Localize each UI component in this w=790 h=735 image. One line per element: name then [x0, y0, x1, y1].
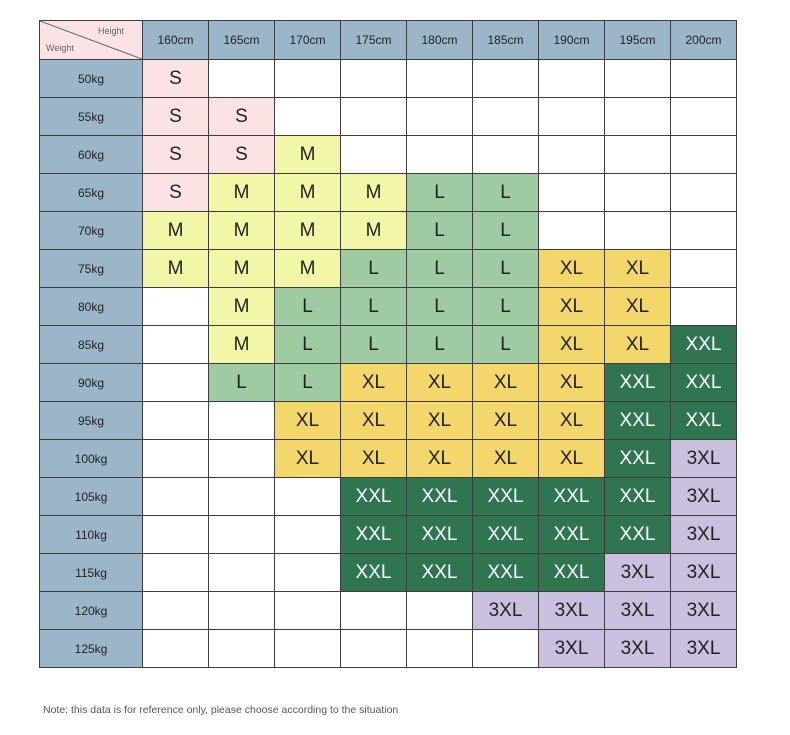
size-cell: XXL [341, 516, 407, 554]
empty-cell [671, 212, 737, 250]
empty-cell [539, 174, 605, 212]
empty-cell [473, 60, 539, 98]
size-cell: XL [341, 364, 407, 402]
size-cell: XXL [473, 516, 539, 554]
empty-cell [539, 60, 605, 98]
size-cell: 3XL [671, 630, 737, 668]
empty-cell [407, 98, 473, 136]
empty-cell [209, 402, 275, 440]
height-header-cell: 190cm [539, 21, 605, 60]
size-cell: M [209, 174, 275, 212]
size-cell: 3XL [671, 440, 737, 478]
size-cell: XXL [407, 516, 473, 554]
size-cell: XL [539, 402, 605, 440]
size-cell: XXL [605, 478, 671, 516]
empty-cell [143, 326, 209, 364]
size-cell: L [275, 326, 341, 364]
size-cell: L [407, 174, 473, 212]
size-cell: L [473, 250, 539, 288]
height-header-cell: 170cm [275, 21, 341, 60]
empty-cell [407, 592, 473, 630]
size-cell: S [143, 98, 209, 136]
size-cell: L [407, 288, 473, 326]
size-cell: XL [473, 364, 539, 402]
height-header-cell: 195cm [605, 21, 671, 60]
size-cell: M [275, 174, 341, 212]
empty-cell [473, 630, 539, 668]
size-cell: XXL [671, 402, 737, 440]
empty-cell [539, 212, 605, 250]
size-cell: XL [341, 440, 407, 478]
size-cell: L [341, 250, 407, 288]
weight-label-cell: 75kg [40, 250, 143, 288]
size-cell: 3XL [671, 478, 737, 516]
weight-label-cell: 80kg [40, 288, 143, 326]
size-cell: 3XL [671, 592, 737, 630]
size-cell: M [209, 212, 275, 250]
size-cell: XL [407, 440, 473, 478]
size-cell: L [341, 288, 407, 326]
size-cell: L [341, 326, 407, 364]
size-cell: 3XL [539, 592, 605, 630]
weight-label-cell: 100kg [40, 440, 143, 478]
height-header-cell: 185cm [473, 21, 539, 60]
size-cell: L [407, 326, 473, 364]
size-cell: S [209, 136, 275, 174]
size-cell: S [209, 98, 275, 136]
empty-cell [407, 136, 473, 174]
empty-cell [407, 60, 473, 98]
table-row [40, 402, 737, 440]
height-header-cell: 200cm [671, 21, 737, 60]
size-cell: L [473, 288, 539, 326]
size-cell: S [143, 174, 209, 212]
size-cell: XL [539, 440, 605, 478]
table-row [40, 136, 737, 174]
size-cell: 3XL [671, 516, 737, 554]
footnote: Note: this data is for reference only, please choose according to the situation [43, 704, 399, 716]
table-row [40, 98, 737, 136]
size-cell: XXL [407, 478, 473, 516]
empty-cell [341, 136, 407, 174]
size-cell: 3XL [605, 592, 671, 630]
height-header-cell: 165cm [209, 21, 275, 60]
empty-cell [671, 174, 737, 212]
empty-cell [143, 402, 209, 440]
empty-cell [671, 60, 737, 98]
size-cell: 3XL [539, 630, 605, 668]
size-cell: L [473, 212, 539, 250]
empty-cell [209, 554, 275, 592]
table-row [40, 174, 737, 212]
empty-cell [275, 630, 341, 668]
size-cell: S [143, 60, 209, 98]
empty-cell [209, 592, 275, 630]
size-cell: M [143, 250, 209, 288]
empty-cell [275, 60, 341, 98]
empty-cell [407, 630, 473, 668]
weight-label-cell: 90kg [40, 364, 143, 402]
empty-cell [275, 98, 341, 136]
height-header-cell: 180cm [407, 21, 473, 60]
weight-label-cell: 85kg [40, 326, 143, 364]
weight-label-cell: 105kg [40, 478, 143, 516]
size-cell: XXL [341, 478, 407, 516]
size-cell: M [275, 212, 341, 250]
size-cell: XXL [539, 516, 605, 554]
size-cell: 3XL [473, 592, 539, 630]
table-row [40, 364, 737, 402]
size-cell: XXL [539, 478, 605, 516]
empty-cell [671, 136, 737, 174]
size-cell: M [209, 326, 275, 364]
size-cell: M [341, 212, 407, 250]
table-row [40, 592, 737, 630]
empty-cell [671, 250, 737, 288]
empty-cell [605, 212, 671, 250]
empty-cell [143, 478, 209, 516]
empty-cell [473, 98, 539, 136]
size-cell: XL [275, 402, 341, 440]
corner-weight-label: Weight [46, 43, 74, 53]
height-header-row [40, 21, 737, 60]
size-cell: XL [605, 250, 671, 288]
size-cell: XXL [605, 516, 671, 554]
empty-cell [143, 288, 209, 326]
weight-label-cell: 115kg [40, 554, 143, 592]
size-cell: XL [341, 402, 407, 440]
empty-cell [671, 288, 737, 326]
empty-cell [605, 174, 671, 212]
size-cell: L [407, 212, 473, 250]
size-cell: L [275, 288, 341, 326]
empty-cell [209, 478, 275, 516]
size-cell: L [473, 326, 539, 364]
empty-cell [539, 98, 605, 136]
table-row [40, 250, 737, 288]
table-row [40, 212, 737, 250]
empty-cell [539, 136, 605, 174]
empty-cell [605, 60, 671, 98]
empty-cell [671, 98, 737, 136]
size-cell: L [209, 364, 275, 402]
size-cell: L [407, 250, 473, 288]
empty-cell [143, 364, 209, 402]
empty-cell [143, 630, 209, 668]
size-cell: XL [605, 288, 671, 326]
size-cell: XL [539, 288, 605, 326]
empty-cell [605, 98, 671, 136]
empty-cell [341, 592, 407, 630]
size-cell: XL [473, 440, 539, 478]
weight-label-cell: 120kg [40, 592, 143, 630]
weight-label-cell: 55kg [40, 98, 143, 136]
size-cell: XL [539, 364, 605, 402]
size-cell: XL [407, 364, 473, 402]
weight-label-cell: 110kg [40, 516, 143, 554]
empty-cell [209, 440, 275, 478]
size-cell: XXL [407, 554, 473, 592]
weight-label-cell: 70kg [40, 212, 143, 250]
table-row [40, 630, 737, 668]
size-cell: XL [407, 402, 473, 440]
corner-cell [40, 21, 143, 60]
empty-cell [143, 554, 209, 592]
size-cell: XL [275, 440, 341, 478]
size-cell: 3XL [605, 554, 671, 592]
weight-label-cell: 50kg [40, 60, 143, 98]
size-cell: M [209, 288, 275, 326]
size-cell: XXL [473, 478, 539, 516]
height-header-cell: 175cm [341, 21, 407, 60]
size-cell: M [275, 136, 341, 174]
size-cell: 3XL [605, 630, 671, 668]
empty-cell [473, 136, 539, 174]
height-header-cell: 160cm [143, 21, 209, 60]
empty-cell [275, 554, 341, 592]
empty-cell [209, 60, 275, 98]
size-cell: XXL [473, 554, 539, 592]
size-cell: XL [605, 326, 671, 364]
empty-cell [605, 136, 671, 174]
table-row [40, 516, 737, 554]
table-row [40, 478, 737, 516]
size-cell: XXL [539, 554, 605, 592]
size-cell: XXL [605, 364, 671, 402]
size-cell: L [473, 174, 539, 212]
empty-cell [275, 516, 341, 554]
size-chart-table [39, 20, 737, 668]
empty-cell [341, 60, 407, 98]
size-cell: M [143, 212, 209, 250]
size-cell: XL [539, 326, 605, 364]
empty-cell [209, 630, 275, 668]
size-cell: XXL [671, 326, 737, 364]
size-cell: S [143, 136, 209, 174]
empty-cell [143, 516, 209, 554]
size-cell: XXL [671, 364, 737, 402]
table-row [40, 288, 737, 326]
weight-label-cell: 95kg [40, 402, 143, 440]
size-cell: L [275, 364, 341, 402]
corner-height-label: Height [97, 26, 124, 36]
table-row [40, 60, 737, 98]
empty-cell [209, 516, 275, 554]
size-cell: XXL [605, 402, 671, 440]
empty-cell [275, 592, 341, 630]
empty-cell [143, 440, 209, 478]
empty-cell [341, 98, 407, 136]
table-row [40, 326, 737, 364]
table-row [40, 440, 737, 478]
table-row [40, 554, 737, 592]
size-cell: M [341, 174, 407, 212]
weight-label-cell: 65kg [40, 174, 143, 212]
size-cell: M [209, 250, 275, 288]
size-cell: M [275, 250, 341, 288]
empty-cell [341, 630, 407, 668]
weight-label-cell: 125kg [40, 630, 143, 668]
size-cell: XL [473, 402, 539, 440]
size-cell: XL [539, 250, 605, 288]
diagonal-divider [40, 21, 142, 59]
size-cell: 3XL [671, 554, 737, 592]
weight-label-cell: 60kg [40, 136, 143, 174]
empty-cell [143, 592, 209, 630]
empty-cell [275, 478, 341, 516]
size-cell: XXL [341, 554, 407, 592]
size-cell: XXL [605, 440, 671, 478]
